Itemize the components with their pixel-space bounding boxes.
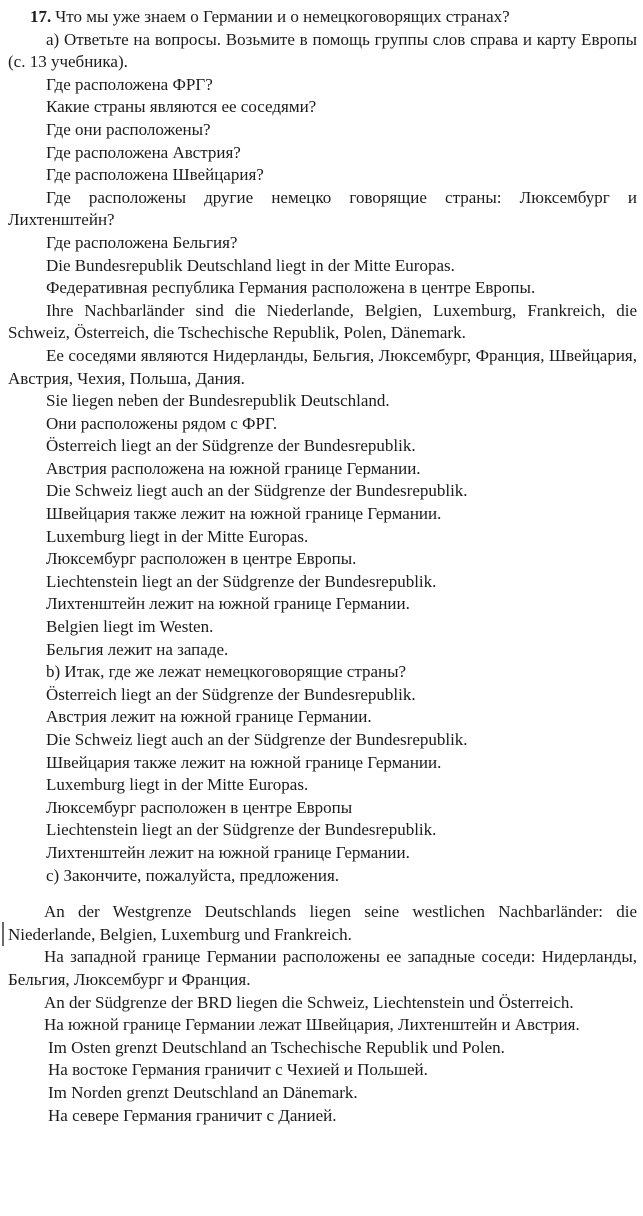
text-line: Они расположены рядом с ФРГ.: [46, 413, 278, 433]
text-line: Где расположена Швейцария?: [46, 165, 264, 185]
text-line: Die Bundesrepublik Deutschland liegt in der Mitte Europas.: [46, 255, 455, 275]
text-line: Die Schweiz liegt auch an der Südgrenze der Bundesrepublik.: [46, 481, 468, 501]
text-line: Лихтенштейн лежит на южной границе Германии.: [46, 594, 410, 614]
part-a-instruction: a) Ответьте на вопросы. Возьмите в помощь группы слов справа и карту Европы (с. 13 учебника).: [8, 29, 637, 72]
text-line: Люксембург расположен в центре Европы: [46, 797, 353, 817]
exercise-heading: [8, 6, 637, 29]
text-line: Австрия лежит на южной границе Германии.: [46, 707, 372, 727]
text-line: Sie liegen neben der Bundesrepublik Deutschland.: [46, 391, 390, 411]
text-line: Какие страны являются ее соседями?: [46, 97, 317, 117]
text-line: Лихтенштейн лежит на южной границе Германии.: [46, 842, 410, 862]
text-line: Liechtenstein liegt an der Südgrenze der Bundesrepublik.: [46, 820, 437, 840]
text-line: Im Norden grenzt Deutschland an Dänemark.: [48, 1082, 358, 1102]
text-line: На севере Германия граничит с Данией.: [48, 1105, 337, 1125]
text-line: На южной границе Германии лежат Швейцария, Лихтенштейн и Австрия.: [44, 1015, 580, 1035]
text-line: An der Westgrenze Deutschlands liegen seine westlichen Nachbarländer: die Niederlande, Belgien, Luxemburg und Frankreich.: [8, 902, 637, 944]
text-line: Швейцария также лежит на южной границе Германии.: [46, 752, 442, 772]
text-line: Где расположена Бельгия?: [46, 232, 238, 252]
text-line: Где они расположены?: [46, 119, 211, 139]
text-line: Liechtenstein liegt an der Südgrenze der Bundesrepublik.: [46, 571, 437, 591]
section-gap: [8, 887, 637, 901]
part-b-instruction: b) Итак, где же лежат немецкоговорящие страны?: [46, 662, 407, 682]
text-line: Die Schweiz liegt auch an der Südgrenze der Bundesrepublik.: [46, 730, 468, 749]
text-line: Ее соседями являются Нидерланды, Бельгия, Люксембург, Франция, Швейцария, Австрия, Чехия, Польша, Дания.: [8, 345, 637, 388]
text-line: Австрия расположена на южной границе Германии.: [46, 458, 421, 478]
margin-mark: [2, 922, 4, 946]
text-line: Luxemburg liegt in der Mitte Europas.: [46, 526, 309, 546]
text-line: Люксембург расположен в центре Европы.: [46, 549, 357, 569]
text-line: На востоке Германия граничит с Чехией и Польшей.: [48, 1060, 428, 1080]
text-line: На западной границе Германии расположены ее западные соседи: Нидерланды, Бельгия, Люксембург и Франция.: [8, 947, 637, 989]
part-c-lines: [8, 901, 637, 1127]
text-line: Belgien liegt im Westen.: [46, 617, 214, 637]
text-line: Федеративная республика Германия расположена в центре Европы.: [46, 278, 536, 298]
text-line: Im Osten grenzt Deutschland an Tschechische Republik und Polen.: [48, 1037, 505, 1057]
exercise-number: 17.: [30, 7, 52, 26]
text-line: Швейцария также лежит на южной границе Германии.: [46, 504, 442, 524]
text-line: Luxemburg liegt in der Mitte Europas.: [46, 775, 309, 795]
text-line: Где расположена ФРГ?: [46, 74, 213, 94]
part-c-instruction: c) Закончите, пожалуйста, предложения.: [46, 865, 340, 885]
text-line: Где расположены другие немецко говорящие страны: Люксембург и Лихтенштейн?: [8, 187, 637, 230]
text-line: Österreich liegt an der Südgrenze der Bundesrepublik.: [46, 436, 416, 456]
text-line: An der Südgrenze der BRD liegen die Schweiz, Liechtenstein und Österreich.: [44, 992, 574, 1012]
text-line: Где расположена Австрия?: [46, 142, 241, 162]
text-line: Österreich liegt an der Südgrenze der Bundesrepublik.: [46, 684, 416, 704]
text-line: Бельгия лежит на западе.: [46, 639, 229, 659]
part-a-lines: [8, 74, 637, 661]
part-b-lines: [8, 684, 637, 865]
text-line: Ihre Nachbarländer sind die Niederlande, Belgien, Luxemburg, Frankreich, die Schweiz, Österreich, die Tschechische Republik, Polen, Dänemark.: [8, 300, 637, 343]
exercise-title: Что мы уже знаем о Германии и о немецкоговорящих странах?: [55, 7, 510, 26]
